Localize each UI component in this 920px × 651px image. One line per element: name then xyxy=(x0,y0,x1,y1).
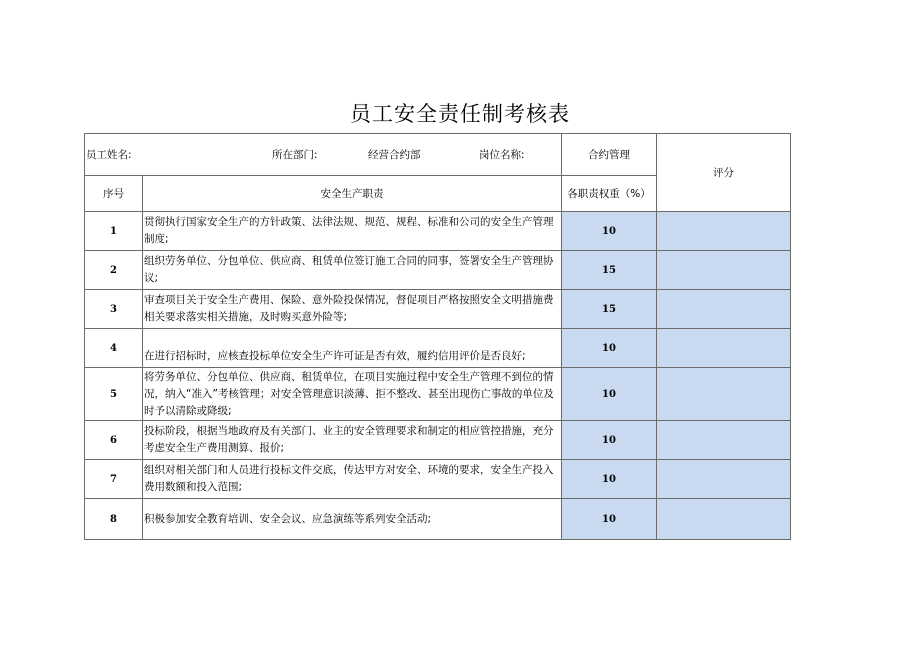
page-title: 员工安全责任制考核表 xyxy=(350,102,570,126)
duty-text: 组织对相关部门和人员进行投标文件交底，传达甲方对安全、环境的要求，安全生产投入费用数额和投入范围; xyxy=(143,460,562,499)
row-number: 2 xyxy=(85,251,143,290)
table-row xyxy=(85,421,791,460)
employee-name-label: 员工姓名: xyxy=(86,149,132,161)
department-value: 经营合约部 xyxy=(368,149,421,161)
weight-value: 10 xyxy=(562,421,657,460)
header-row xyxy=(85,134,791,176)
row-number: 6 xyxy=(85,421,143,460)
table-row xyxy=(85,329,791,368)
score-cell[interactable] xyxy=(657,329,791,368)
duty-text: 积极参加安全教育培训、安全会议、应急演练等系列安全活动; xyxy=(143,499,562,540)
duty-text: 审查项目关于安全生产费用、保险、意外险投保情况，督促项目严格按照安全文明措施费相关要求落实相关措施，及时购买意外险等; xyxy=(143,290,562,329)
column-duty-header: 安全生产职责 xyxy=(143,176,562,212)
score-cell[interactable] xyxy=(657,421,791,460)
weight-value: 10 xyxy=(562,499,657,540)
row-number: 5 xyxy=(85,368,143,421)
score-cell[interactable] xyxy=(657,212,791,251)
score-cell[interactable] xyxy=(657,290,791,329)
header-info-cell xyxy=(85,134,562,176)
weight-value: 10 xyxy=(562,460,657,499)
column-no-header: 序号 xyxy=(85,176,143,212)
table-row xyxy=(85,460,791,499)
table-row xyxy=(85,368,791,421)
score-header: 评分 xyxy=(657,134,791,212)
position-label: 岗位名称: xyxy=(479,149,525,161)
row-number: 8 xyxy=(85,499,143,540)
table-row xyxy=(85,499,791,540)
weight-value: 10 xyxy=(562,329,657,368)
score-cell[interactable] xyxy=(657,368,791,421)
weight-value: 10 xyxy=(562,212,657,251)
column-weight-header: 各职责权重（%） xyxy=(562,176,657,212)
score-cell[interactable] xyxy=(657,499,791,540)
row-number: 3 xyxy=(85,290,143,329)
score-cell[interactable] xyxy=(657,460,791,499)
weight-value: 10 xyxy=(562,368,657,421)
duty-text: 组织劳务单位、分包单位、供应商、租赁单位签订施工合同的同事，签署安全生产管理协议; xyxy=(143,251,562,290)
duty-text: 将劳务单位、分包单位、供应商、租赁单位，在项目实施过程中安全生产管理不到位的情况，纳入“准入”考核管理；对安全管理意识淡薄、拒不整改、甚至出现伤亡事故的单位及时予以清除或降级; xyxy=(143,368,562,421)
position-value: 合约管理 xyxy=(562,134,657,176)
table-row xyxy=(85,290,791,329)
row-number: 1 xyxy=(85,212,143,251)
duty-text: 贯彻执行国家安全生产的方针政策、法律法规、规范、规程、标准和公司的安全生产管理制度; xyxy=(143,212,562,251)
row-number: 4 xyxy=(85,329,143,368)
department-label: 所在部门: xyxy=(272,149,318,161)
table-row xyxy=(85,212,791,251)
assessment-table xyxy=(84,133,791,540)
score-cell[interactable] xyxy=(657,251,791,290)
duty-text: 在进行招标时，应核查投标单位安全生产许可证是否有效，履约信用评价是否良好; xyxy=(143,329,562,368)
duty-text: 投标阶段，根据当地政府及有关部门、业主的安全管理要求和制定的相应管控措施，充分考虑安全生产费用测算、报价; xyxy=(143,421,562,460)
table-row xyxy=(85,251,791,290)
row-number: 7 xyxy=(85,460,143,499)
weight-value: 15 xyxy=(562,290,657,329)
weight-value: 15 xyxy=(562,251,657,290)
